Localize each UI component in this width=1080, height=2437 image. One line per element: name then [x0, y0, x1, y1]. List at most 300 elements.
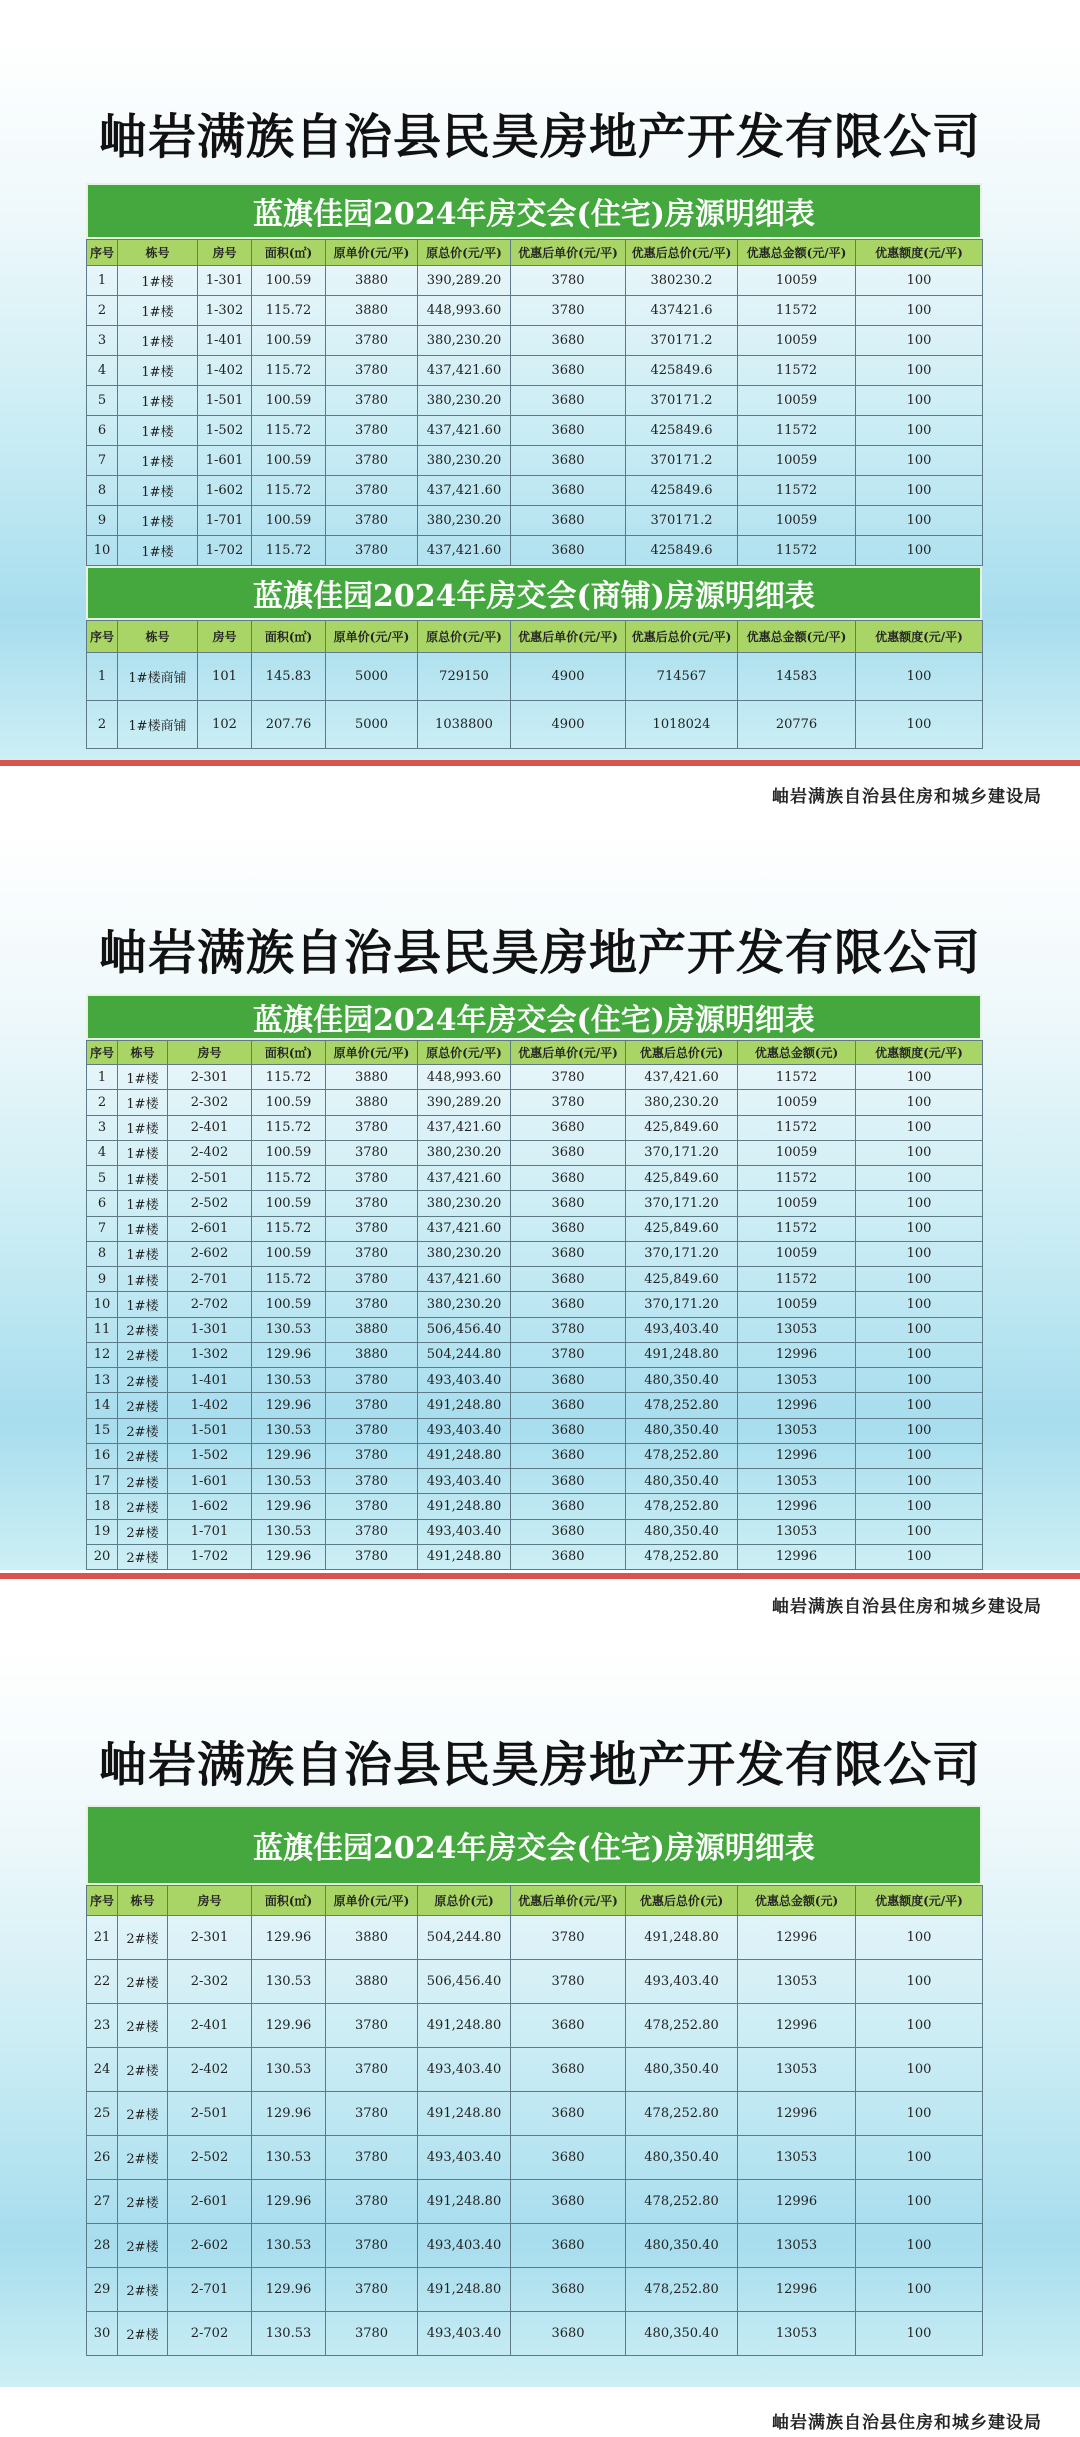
table-row [87, 1241, 983, 1266]
table-cell: 3680 [511, 2180, 626, 2224]
table-row [87, 2224, 983, 2268]
table-cell: 13053 [738, 1368, 856, 1393]
table-cell: 437,421.60 [418, 416, 511, 446]
table-cell: 4900 [511, 653, 626, 701]
table-cell: 11572 [738, 296, 856, 326]
table-cell: 478,252.80 [626, 2180, 738, 2224]
table-cell: 491,248.80 [626, 1916, 738, 1960]
table-cell: 100 [856, 1166, 983, 1191]
table-cell: 3780 [511, 266, 626, 296]
table-cell: 3680 [511, 1216, 626, 1241]
column-header: 原总价(元/平) [418, 240, 511, 266]
table-cell: 491,248.80 [418, 1443, 511, 1468]
table-cell: 100 [856, 1065, 983, 1090]
table-cell: 506,456.40 [418, 1317, 511, 1342]
table-cell: 5 [87, 1166, 118, 1191]
table-cell: 480,350.40 [626, 2048, 738, 2092]
table-cell: 100 [856, 2048, 983, 2092]
table-cell: 115.72 [252, 536, 326, 566]
table-cell: 100 [856, 1140, 983, 1165]
table-cell: 493,403.40 [418, 2312, 511, 2356]
table-cell: 3680 [511, 356, 626, 386]
table-cell: 1#楼 [118, 326, 198, 356]
column-header: 序号 [87, 621, 118, 653]
footer-rule [0, 760, 1080, 766]
table-cell: 30 [87, 2312, 118, 2356]
table-cell: 3780 [326, 2048, 418, 2092]
table-cell: 115.72 [252, 416, 326, 446]
table-cell: 15 [87, 1418, 118, 1443]
column-header: 序号 [87, 1041, 118, 1065]
table-cell: 504,244.80 [418, 1342, 511, 1367]
table-row [87, 1342, 983, 1367]
table-cell: 3680 [511, 1241, 626, 1266]
table-cell: 10059 [738, 446, 856, 476]
table-cell: 9 [87, 1267, 118, 1292]
table-cell: 10059 [738, 386, 856, 416]
table-row [87, 1443, 983, 1468]
table-cell: 3780 [326, 1418, 418, 1443]
table-row [87, 2312, 983, 2356]
table-cell: 20 [87, 1544, 118, 1569]
table-cell: 1#楼 [118, 1292, 168, 1317]
table-cell: 130.53 [252, 1519, 326, 1544]
table-cell: 3780 [326, 1216, 418, 1241]
table-cell: 129.96 [252, 2004, 326, 2048]
table-cell: 448,993.60 [418, 296, 511, 326]
table-cell: 2#楼 [118, 1443, 168, 1468]
column-header: 原单价(元/平) [326, 240, 418, 266]
table-cell: 437,421.60 [418, 356, 511, 386]
table-cell: 12996 [738, 1544, 856, 1569]
table-cell: 3680 [511, 1115, 626, 1140]
table-cell: 1-702 [168, 1544, 252, 1569]
table-cell: 437,421.60 [418, 536, 511, 566]
column-header: 面积(㎡) [252, 1886, 326, 1916]
table-cell: 10059 [738, 506, 856, 536]
table-cell: 3780 [326, 2092, 418, 2136]
table-cell: 102 [198, 701, 252, 749]
table-row [87, 1191, 983, 1216]
table-cell: 11572 [738, 536, 856, 566]
table-cell: 100 [856, 296, 983, 326]
table-cell: 493,403.40 [418, 1368, 511, 1393]
table-cell: 115.72 [252, 1065, 326, 1090]
column-header: 原总价(元/平) [418, 621, 511, 653]
table-cell: 100 [856, 1241, 983, 1266]
table-cell: 2#楼 [118, 1544, 168, 1569]
table-cell: 100.59 [252, 1191, 326, 1216]
table-cell: 2 [87, 1090, 118, 1115]
table-row [87, 446, 983, 476]
table-cell: 100 [856, 1090, 983, 1115]
column-header: 优惠后单价(元/平) [511, 240, 626, 266]
table-cell: 380,230.20 [418, 326, 511, 356]
residential-table-1 [86, 183, 982, 749]
table-cell: 1#楼 [118, 266, 198, 296]
table-cell: 480,350.40 [626, 1418, 738, 1443]
table-cell: 13053 [738, 1469, 856, 1494]
column-header: 栋号 [118, 621, 198, 653]
table-cell: 493,403.40 [418, 1418, 511, 1443]
table-row [87, 701, 983, 749]
column-header: 面积(㎡) [252, 621, 326, 653]
column-header: 优惠后总价(元/平) [626, 621, 738, 653]
table-cell: 100 [856, 701, 983, 749]
table-cell: 3780 [511, 296, 626, 326]
table-cell: 100 [856, 1916, 983, 1960]
page-section-3 [0, 1620, 1080, 2437]
table-cell: 1-602 [198, 476, 252, 506]
table-row [87, 416, 983, 446]
table-cell: 1 [87, 653, 118, 701]
table-cell: 425,849.60 [626, 1115, 738, 1140]
table-cell: 129.96 [252, 1342, 326, 1367]
header-row [87, 1041, 983, 1065]
table-cell: 380,230.20 [418, 1191, 511, 1216]
table-cell: 2#楼 [118, 1494, 168, 1519]
table-cell: 480,350.40 [626, 1469, 738, 1494]
table-cell: 3780 [326, 1115, 418, 1140]
table-cell: 100.59 [252, 266, 326, 296]
table-cell: 100 [856, 1115, 983, 1140]
footer-authority: 岫岩满族自治县住房和城乡建设局 [772, 1597, 1042, 1617]
table-cell: 2-502 [168, 1191, 252, 1216]
table-cell: 11572 [738, 1065, 856, 1090]
table-cell: 12996 [738, 2004, 856, 2048]
table-cell: 130.53 [252, 1368, 326, 1393]
table-row [87, 1393, 983, 1418]
column-header: 栋号 [118, 1886, 168, 1916]
table-cell: 3780 [326, 1267, 418, 1292]
table-cell: 3780 [326, 2004, 418, 2048]
table-cell: 12996 [738, 1494, 856, 1519]
table-row [87, 536, 983, 566]
table-cell: 100.59 [252, 1090, 326, 1115]
table-cell: 13053 [738, 2048, 856, 2092]
table-cell: 3880 [326, 1960, 418, 2004]
table-cell: 100 [856, 2224, 983, 2268]
table-cell: 493,403.40 [418, 2136, 511, 2180]
table-cell: 130.53 [252, 1960, 326, 2004]
table-cell: 370,171.20 [626, 1191, 738, 1216]
table-cell: 3680 [511, 506, 626, 536]
table-cell: 493,403.40 [418, 2224, 511, 2268]
table-cell: 3680 [511, 386, 626, 416]
table-cell: 1#楼 [118, 386, 198, 416]
table-cell: 491,248.80 [418, 1544, 511, 1569]
table-cell: 115.72 [252, 356, 326, 386]
table-cell: 370,171.20 [626, 1241, 738, 1266]
table-cell: 2-702 [168, 1292, 252, 1317]
table-cell: 10 [87, 536, 118, 566]
table-cell: 491,248.80 [418, 1393, 511, 1418]
table-cell: 491,248.80 [418, 1494, 511, 1519]
table-cell: 437,421.60 [418, 1166, 511, 1191]
table-cell: 1#楼 [118, 1140, 168, 1165]
table-cell: 3 [87, 1115, 118, 1140]
table-cell: 3680 [511, 2048, 626, 2092]
table-cell: 1#楼 [118, 1216, 168, 1241]
table-cell: 478,252.80 [626, 1494, 738, 1519]
column-header: 面积(㎡) [252, 240, 326, 266]
table-cell: 3780 [326, 1469, 418, 1494]
table-cell: 1-702 [198, 536, 252, 566]
table-cell: 3680 [511, 1519, 626, 1544]
table-cell: 24 [87, 2048, 118, 2092]
table-cell: 130.53 [252, 2224, 326, 2268]
table-cell: 8 [87, 476, 118, 506]
table-cell: 100.59 [252, 1241, 326, 1266]
table-cell: 3780 [326, 1241, 418, 1266]
table-cell: 491,248.80 [626, 1342, 738, 1367]
shop-table-grid [86, 620, 983, 749]
table-cell: 390,289.20 [418, 1090, 511, 1115]
table-cell: 1#楼 [118, 506, 198, 536]
table-cell: 1-301 [168, 1317, 252, 1342]
table-cell: 12996 [738, 2268, 856, 2312]
table-cell: 3780 [511, 1317, 626, 1342]
table-cell: 1#楼 [118, 536, 198, 566]
table-cell: 3680 [511, 1140, 626, 1165]
table-cell: 2#楼 [118, 2312, 168, 2356]
table-cell: 478,252.80 [626, 2004, 738, 2048]
table-cell: 2-502 [168, 2136, 252, 2180]
table-cell: 491,248.80 [418, 2268, 511, 2312]
footer-authority: 岫岩满族自治县住房和城乡建设局 [772, 2413, 1042, 2433]
page-section-2 [0, 810, 1080, 1620]
table-row [87, 2180, 983, 2224]
table-row [87, 1140, 983, 1165]
column-header: 房号 [198, 240, 252, 266]
table-cell: 3680 [511, 2224, 626, 2268]
table-cell: 2-501 [168, 2092, 252, 2136]
table-cell: 3680 [511, 1267, 626, 1292]
table-cell: 3780 [511, 1960, 626, 2004]
table-title: 蓝旗佳园2024年房交会(住宅)房源明细表 [86, 1805, 982, 1885]
table-cell: 437,421.60 [418, 476, 511, 506]
table-cell: 13053 [738, 2224, 856, 2268]
table-row [87, 1115, 983, 1140]
table-cell: 2-401 [168, 1115, 252, 1140]
table-cell: 3680 [511, 1292, 626, 1317]
table-cell: 425,849.60 [626, 1267, 738, 1292]
company-title: 岫岩满族自治县民昊房地产开发有限公司 [98, 1737, 981, 1793]
table-cell: 1-302 [198, 296, 252, 326]
table-cell: 12996 [738, 1393, 856, 1418]
table-cell: 3780 [326, 1393, 418, 1418]
table-cell: 2#楼 [118, 2092, 168, 2136]
table-cell: 2-701 [168, 1267, 252, 1292]
table-title: 蓝旗佳园2024年房交会(住宅)房源明细表 [86, 183, 982, 239]
table-cell: 11572 [738, 416, 856, 446]
table-cell: 1-701 [198, 506, 252, 536]
table-cell: 13 [87, 1368, 118, 1393]
table-cell: 3680 [511, 536, 626, 566]
table-cell: 100 [856, 266, 983, 296]
table-cell: 3880 [326, 1916, 418, 1960]
column-header: 栋号 [118, 1041, 168, 1065]
table-cell: 2 [87, 296, 118, 326]
table-cell: 100 [856, 1267, 983, 1292]
table-cell: 3780 [511, 1090, 626, 1115]
table-cell: 29 [87, 2268, 118, 2312]
column-header: 序号 [87, 1886, 118, 1916]
table-cell: 714567 [626, 653, 738, 701]
table-cell: 10059 [738, 1241, 856, 1266]
table-cell: 130.53 [252, 1469, 326, 1494]
column-header: 优惠额度(元/平) [856, 240, 983, 266]
table-cell: 3780 [326, 416, 418, 446]
table-cell: 100.59 [252, 1140, 326, 1165]
table-cell: 3880 [326, 1317, 418, 1342]
table-cell: 2#楼 [118, 1916, 168, 1960]
table-cell: 100 [856, 1191, 983, 1216]
table-cell: 10059 [738, 1090, 856, 1115]
table-cell: 3880 [326, 1065, 418, 1090]
table-row [87, 1065, 983, 1090]
table-cell: 370,171.20 [626, 1292, 738, 1317]
table-cell: 480,350.40 [626, 2224, 738, 2268]
table-cell: 19 [87, 1519, 118, 1544]
table-cell: 12 [87, 1342, 118, 1367]
table-cell: 380,230.20 [626, 1090, 738, 1115]
table-cell: 493,403.40 [418, 2048, 511, 2092]
table-cell: 2#楼 [118, 2268, 168, 2312]
table-cell: 2#楼 [118, 1418, 168, 1443]
column-header: 优惠总金额(元/平) [738, 621, 856, 653]
table-cell: 100 [856, 1544, 983, 1569]
table-cell: 25 [87, 2092, 118, 2136]
table-cell: 2-302 [168, 1090, 252, 1115]
table-row [87, 1960, 983, 2004]
table-cell: 13053 [738, 1960, 856, 2004]
table-cell: 129.96 [252, 1494, 326, 1519]
table-cell: 115.72 [252, 1216, 326, 1241]
table-cell: 100 [856, 1418, 983, 1443]
table-cell: 3680 [511, 2004, 626, 2048]
table-cell: 1#楼 [118, 446, 198, 476]
table-row [87, 1267, 983, 1292]
table-cell: 480,350.40 [626, 1368, 738, 1393]
table-cell: 2 [87, 701, 118, 749]
table-cell: 3680 [511, 2312, 626, 2356]
table-row [87, 1519, 983, 1544]
header-row [87, 240, 983, 266]
table-cell: 3880 [326, 1342, 418, 1367]
table-cell: 1#楼商铺 [118, 701, 198, 749]
table-cell: 2-601 [168, 2180, 252, 2224]
table-cell: 380230.2 [626, 266, 738, 296]
table-cell: 100 [856, 1960, 983, 2004]
table-cell: 3780 [326, 1519, 418, 1544]
table-cell: 11 [87, 1317, 118, 1342]
table-cell: 491,248.80 [418, 2092, 511, 2136]
table-cell: 100 [856, 1292, 983, 1317]
table-cell: 3880 [326, 296, 418, 326]
table-cell: 3780 [326, 2268, 418, 2312]
table-title: 蓝旗佳园2024年房交会(商铺)房源明细表 [86, 566, 982, 620]
table-row [87, 296, 983, 326]
table-cell: 437,421.60 [418, 1267, 511, 1292]
table-cell: 13053 [738, 1519, 856, 1544]
table-cell: 7 [87, 446, 118, 476]
table-cell: 390,289.20 [418, 266, 511, 296]
table-cell: 3780 [511, 1916, 626, 1960]
table-cell: 370171.2 [626, 446, 738, 476]
table-cell: 437,421.60 [626, 1065, 738, 1090]
table-row [87, 326, 983, 356]
column-header: 房号 [198, 621, 252, 653]
table-cell: 2-602 [168, 2224, 252, 2268]
table-cell: 28 [87, 2224, 118, 2268]
table-cell: 207.76 [252, 701, 326, 749]
table-cell: 100 [856, 2180, 983, 2224]
table-row [87, 266, 983, 296]
table-cell: 5 [87, 386, 118, 416]
table-cell: 2#楼 [118, 1342, 168, 1367]
table-cell: 480,350.40 [626, 2312, 738, 2356]
table-cell: 100 [856, 2092, 983, 2136]
table-cell: 129.96 [252, 2268, 326, 2312]
header-row [87, 1886, 983, 1916]
table-cell: 1-301 [198, 266, 252, 296]
table-cell: 380,230.20 [418, 1140, 511, 1165]
table-cell: 7 [87, 1216, 118, 1241]
table-cell: 11572 [738, 1216, 856, 1241]
table-cell: 11572 [738, 1267, 856, 1292]
table-cell: 1-502 [198, 416, 252, 446]
table-cell: 3780 [326, 326, 418, 356]
table-cell: 1#楼 [118, 1090, 168, 1115]
table-cell: 370171.2 [626, 506, 738, 536]
table-cell: 2#楼 [118, 2048, 168, 2092]
table-cell: 1-302 [168, 1342, 252, 1367]
column-header: 优惠额度(元/平) [856, 621, 983, 653]
table-cell: 10 [87, 1292, 118, 1317]
company-title: 岫岩满族自治县民昊房地产开发有限公司 [98, 925, 981, 981]
table-cell: 100.59 [252, 1292, 326, 1317]
table-cell: 425849.6 [626, 536, 738, 566]
table-cell: 2#楼 [118, 1469, 168, 1494]
table-cell: 100.59 [252, 326, 326, 356]
table-cell: 100 [856, 1317, 983, 1342]
table-cell: 1#楼 [118, 1065, 168, 1090]
table-cell: 478,252.80 [626, 1544, 738, 1569]
table-cell: 2#楼 [118, 2004, 168, 2048]
table-cell: 3680 [511, 1191, 626, 1216]
table-cell: 3780 [326, 2312, 418, 2356]
table-cell: 100 [856, 416, 983, 446]
table-cell: 129.96 [252, 2180, 326, 2224]
table-cell: 100 [856, 653, 983, 701]
table-cell: 2-602 [168, 1241, 252, 1266]
table-cell: 1#楼 [118, 416, 198, 446]
column-header: 优惠后总价(元/平) [626, 240, 738, 266]
company-title: 岫岩满族自治县民昊房地产开发有限公司 [98, 109, 981, 165]
table-cell: 12996 [738, 2092, 856, 2136]
table-cell: 2#楼 [118, 2136, 168, 2180]
table-cell: 1#楼 [118, 356, 198, 386]
table-cell: 3680 [511, 1368, 626, 1393]
table-cell: 380,230.20 [418, 1241, 511, 1266]
table-cell: 2-402 [168, 2048, 252, 2092]
table-cell: 3680 [511, 1393, 626, 1418]
table-title: 蓝旗佳园2024年房交会(住宅)房源明细表 [86, 994, 982, 1040]
table-cell: 491,248.80 [418, 2004, 511, 2048]
table-cell: 20776 [738, 701, 856, 749]
table-cell: 100 [856, 506, 983, 536]
